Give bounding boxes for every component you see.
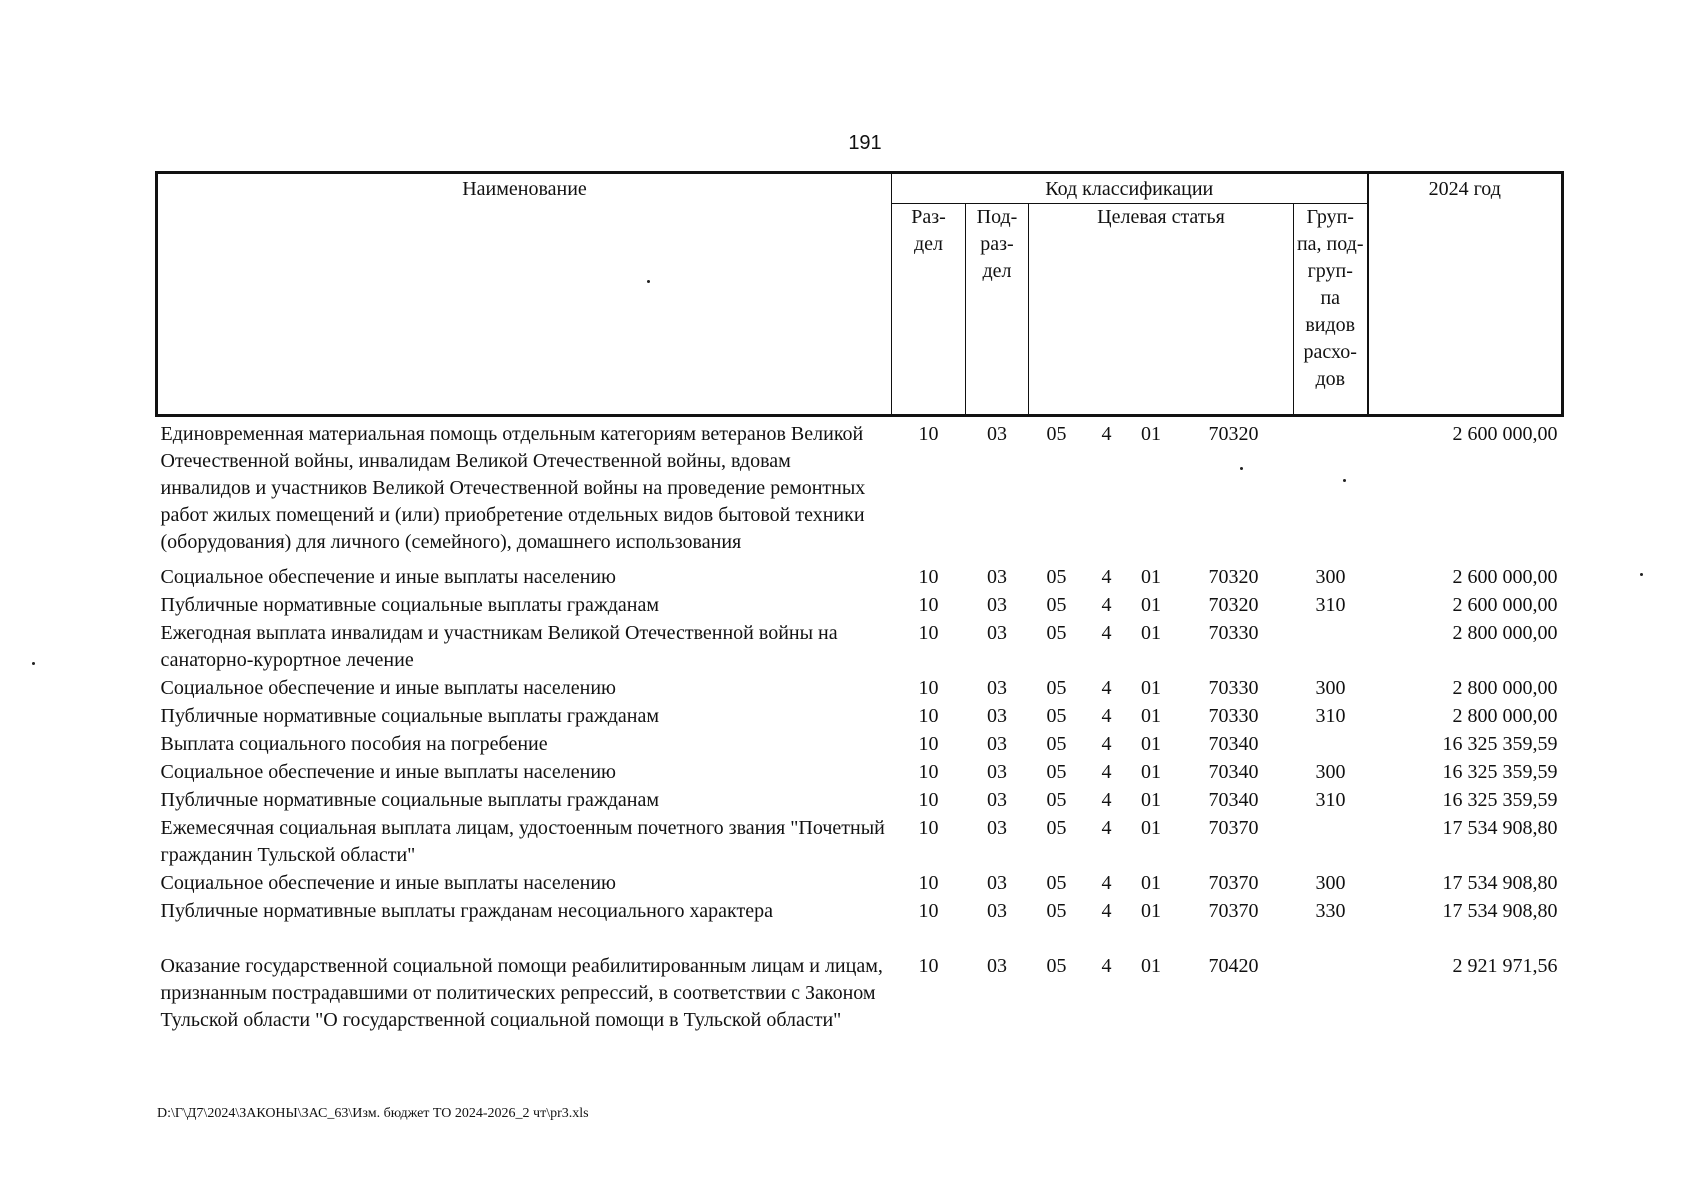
row-amount: 17 534 908,80 xyxy=(1442,817,1558,839)
row-podrazdel: 03 xyxy=(987,677,1007,699)
row-razdel: 10 xyxy=(918,423,939,445)
row-target-direction: 70320 xyxy=(1208,423,1259,445)
row-target-type: 4 xyxy=(1101,900,1112,922)
table-row xyxy=(157,731,1563,759)
row-name: Единовременная материальная помощь отдельным категориям ветеранов Великой Отечественной войны, инвалидам Великой Отечественной войны, вдовам инвалидов и участников Великой Отечественной войны на проведение ремонтных работ жилых помещений и (или) приобретение отдельных видов бытовой техники (оборудования) для личного (семейного), домашнего использования xyxy=(160,423,866,553)
table-row xyxy=(157,815,1563,870)
row-name: Ежемесячная социальная выплата лицам, удостоенным почетного звания "Почетный гражданин Тульской области" xyxy=(160,817,885,866)
row-expense-group: 300 xyxy=(1315,761,1346,783)
row-target-program: 05 xyxy=(1046,622,1067,644)
table-row xyxy=(157,564,1563,592)
row-razdel: 10 xyxy=(918,761,939,783)
scan-dot xyxy=(1343,479,1346,482)
row-target-program: 05 xyxy=(1046,594,1067,616)
row-razdel: 10 xyxy=(918,789,939,811)
row-podrazdel: 03 xyxy=(987,900,1007,922)
header-expense-group: Груп- па, под- груп- па видов расхо- дов xyxy=(1294,204,1368,416)
row-target-type: 4 xyxy=(1101,566,1112,588)
row-podrazdel: 03 xyxy=(987,733,1007,755)
row-target-subprogram: 01 xyxy=(1141,423,1161,445)
row-razdel: 10 xyxy=(918,817,939,839)
row-target-direction: 70420 xyxy=(1208,955,1259,977)
row-target-program: 05 xyxy=(1046,677,1067,699)
row-amount: 2 600 000,00 xyxy=(1452,423,1558,445)
row-expense-group: 300 xyxy=(1315,872,1346,894)
row-target-subprogram: 01 xyxy=(1141,677,1161,699)
row-name: Публичные нормативные социальные выплаты гражданам xyxy=(160,705,660,727)
table-row xyxy=(157,898,1563,953)
row-target-subprogram: 01 xyxy=(1141,622,1161,644)
table-body xyxy=(157,416,1563,1036)
row-amount: 16 325 359,59 xyxy=(1442,789,1558,811)
header-classification-code: Код классификации xyxy=(892,173,1368,204)
row-target-direction: 70330 xyxy=(1208,677,1259,699)
row-expense-group: 300 xyxy=(1315,566,1346,588)
table-row xyxy=(157,592,1563,620)
table-row xyxy=(157,675,1563,703)
row-name: Социальное обеспечение и иные выплаты населению xyxy=(160,872,616,894)
row-target-program: 05 xyxy=(1046,900,1067,922)
row-podrazdel: 03 xyxy=(987,789,1007,811)
row-target-type: 4 xyxy=(1101,817,1112,839)
row-target-program: 05 xyxy=(1046,789,1067,811)
row-expense-group xyxy=(1294,416,1368,565)
row-expense-group: 300 xyxy=(1315,677,1346,699)
row-podrazdel: 03 xyxy=(987,705,1007,727)
row-target-type: 4 xyxy=(1101,622,1112,644)
row-podrazdel: 03 xyxy=(987,566,1007,588)
row-podrazdel: 03 xyxy=(987,872,1007,894)
row-expense-group: 310 xyxy=(1315,705,1346,727)
row-target-program: 05 xyxy=(1046,761,1067,783)
scan-dot xyxy=(32,662,35,665)
row-target-direction: 70370 xyxy=(1208,817,1259,839)
row-target-program: 05 xyxy=(1046,872,1067,894)
row-name: Публичные нормативные социальные выплаты гражданам xyxy=(160,594,660,616)
row-razdel: 10 xyxy=(918,677,939,699)
row-target-subprogram: 01 xyxy=(1141,900,1161,922)
row-target-direction: 70340 xyxy=(1208,733,1259,755)
row-amount: 16 325 359,59 xyxy=(1442,761,1558,783)
row-target-type: 4 xyxy=(1101,423,1112,445)
table-row xyxy=(157,620,1563,675)
row-target-program: 05 xyxy=(1046,705,1067,727)
row-razdel: 10 xyxy=(918,733,939,755)
row-target-subprogram: 01 xyxy=(1141,955,1161,977)
row-amount: 17 534 908,80 xyxy=(1442,872,1558,894)
row-razdel: 10 xyxy=(918,900,939,922)
row-razdel: 10 xyxy=(918,622,939,644)
row-podrazdel: 03 xyxy=(987,761,1007,783)
row-razdel: 10 xyxy=(918,955,939,977)
row-target-subprogram: 01 xyxy=(1141,566,1161,588)
row-target-direction: 70370 xyxy=(1208,872,1259,894)
row-name: Публичные нормативные социальные выплаты гражданам xyxy=(160,789,660,811)
header-section: Раз- дел xyxy=(892,204,966,416)
row-podrazdel: 03 xyxy=(987,622,1007,644)
table-row xyxy=(157,953,1563,1035)
row-podrazdel: 03 xyxy=(987,594,1007,616)
row-target-type: 4 xyxy=(1101,789,1112,811)
row-name: Выплата социального пособия на погребение xyxy=(160,733,548,755)
row-target-direction: 70370 xyxy=(1208,900,1259,922)
row-target-type: 4 xyxy=(1101,594,1112,616)
row-target-direction: 70320 xyxy=(1208,594,1259,616)
row-amount: 2 600 000,00 xyxy=(1452,594,1558,616)
row-expense-group xyxy=(1294,815,1368,870)
row-target-type: 4 xyxy=(1101,677,1112,699)
row-target-program: 05 xyxy=(1046,817,1067,839)
row-target-program: 05 xyxy=(1046,733,1067,755)
row-target-program: 05 xyxy=(1046,423,1067,445)
row-amount: 2 921 971,56 xyxy=(1452,955,1558,977)
row-expense-group xyxy=(1294,731,1368,759)
scan-dot xyxy=(1640,573,1643,576)
row-razdel: 10 xyxy=(918,705,939,727)
row-razdel: 10 xyxy=(918,872,939,894)
row-target-subprogram: 01 xyxy=(1141,705,1161,727)
row-target-direction: 70320 xyxy=(1208,566,1259,588)
row-target-subprogram: 01 xyxy=(1141,872,1161,894)
row-amount: 2 800 000,00 xyxy=(1452,622,1558,644)
file-path: D:\Г\Д7\2024\ЗАКОНЫ\ЗАС_63\Изм. бюджет ТО 2024-2026_2 чт\pr3.xls xyxy=(157,1106,589,1121)
row-amount: 2 600 000,00 xyxy=(1452,566,1558,588)
row-target-type: 4 xyxy=(1101,955,1112,977)
table-row xyxy=(157,416,1563,565)
row-razdel: 10 xyxy=(918,594,939,616)
row-amount: 17 534 908,80 xyxy=(1442,900,1558,922)
table-row xyxy=(157,787,1563,815)
row-target-type: 4 xyxy=(1101,761,1112,783)
row-name: Оказание государственной социальной помощи реабилитированным лицам и лицам, признанным пострадавшими от политических репрессий, в соответствии с Законом Тульской области "О государственной социальной помощи в Тульской области" xyxy=(160,955,883,1031)
row-target-direction: 70330 xyxy=(1208,705,1259,727)
page-number: 191 xyxy=(848,132,882,154)
row-amount: 2 800 000,00 xyxy=(1452,705,1558,727)
table-header xyxy=(157,173,1563,416)
header-subsection: Под- раз- дел xyxy=(966,204,1029,416)
row-target-direction: 70330 xyxy=(1208,622,1259,644)
header-name: Наименование xyxy=(157,173,892,416)
row-name: Социальное обеспечение и иные выплаты населению xyxy=(160,566,616,588)
row-target-subprogram: 01 xyxy=(1141,761,1161,783)
row-expense-group: 310 xyxy=(1315,594,1346,616)
row-target-type: 4 xyxy=(1101,733,1112,755)
table-row xyxy=(157,703,1563,731)
row-expense-group: 330 xyxy=(1315,900,1346,922)
row-amount: 2 800 000,00 xyxy=(1452,677,1558,699)
row-target-program: 05 xyxy=(1046,566,1067,588)
row-name: Ежегодная выплата инвалидам и участникам Великой Отечественной войны на санаторно-курортное лечение xyxy=(160,622,838,671)
row-target-subprogram: 01 xyxy=(1141,789,1161,811)
header-target-item: Целевая статья xyxy=(1029,204,1294,416)
row-name: Публичные нормативные выплаты гражданам несоциального характера xyxy=(160,900,773,922)
table-row xyxy=(157,759,1563,787)
budget-table xyxy=(155,171,1564,1035)
scan-dot xyxy=(647,280,650,283)
row-amount: 16 325 359,59 xyxy=(1442,733,1558,755)
row-expense-group: 310 xyxy=(1315,789,1346,811)
header-year: 2024 год xyxy=(1368,173,1563,416)
row-expense-group xyxy=(1294,620,1368,675)
row-target-subprogram: 01 xyxy=(1141,733,1161,755)
row-razdel: 10 xyxy=(918,566,939,588)
row-target-type: 4 xyxy=(1101,872,1112,894)
row-podrazdel: 03 xyxy=(987,423,1007,445)
row-name: Социальное обеспечение и иные выплаты населению xyxy=(160,677,616,699)
table-row xyxy=(157,870,1563,898)
row-expense-group xyxy=(1294,953,1368,1035)
row-podrazdel: 03 xyxy=(987,817,1007,839)
row-target-subprogram: 01 xyxy=(1141,817,1161,839)
scan-dot xyxy=(1240,467,1243,470)
row-target-direction: 70340 xyxy=(1208,761,1259,783)
row-target-program: 05 xyxy=(1046,955,1067,977)
row-target-subprogram: 01 xyxy=(1141,594,1161,616)
row-name: Социальное обеспечение и иные выплаты населению xyxy=(160,761,616,783)
row-target-direction: 70340 xyxy=(1208,789,1259,811)
row-target-type: 4 xyxy=(1101,705,1112,727)
row-podrazdel: 03 xyxy=(987,955,1007,977)
